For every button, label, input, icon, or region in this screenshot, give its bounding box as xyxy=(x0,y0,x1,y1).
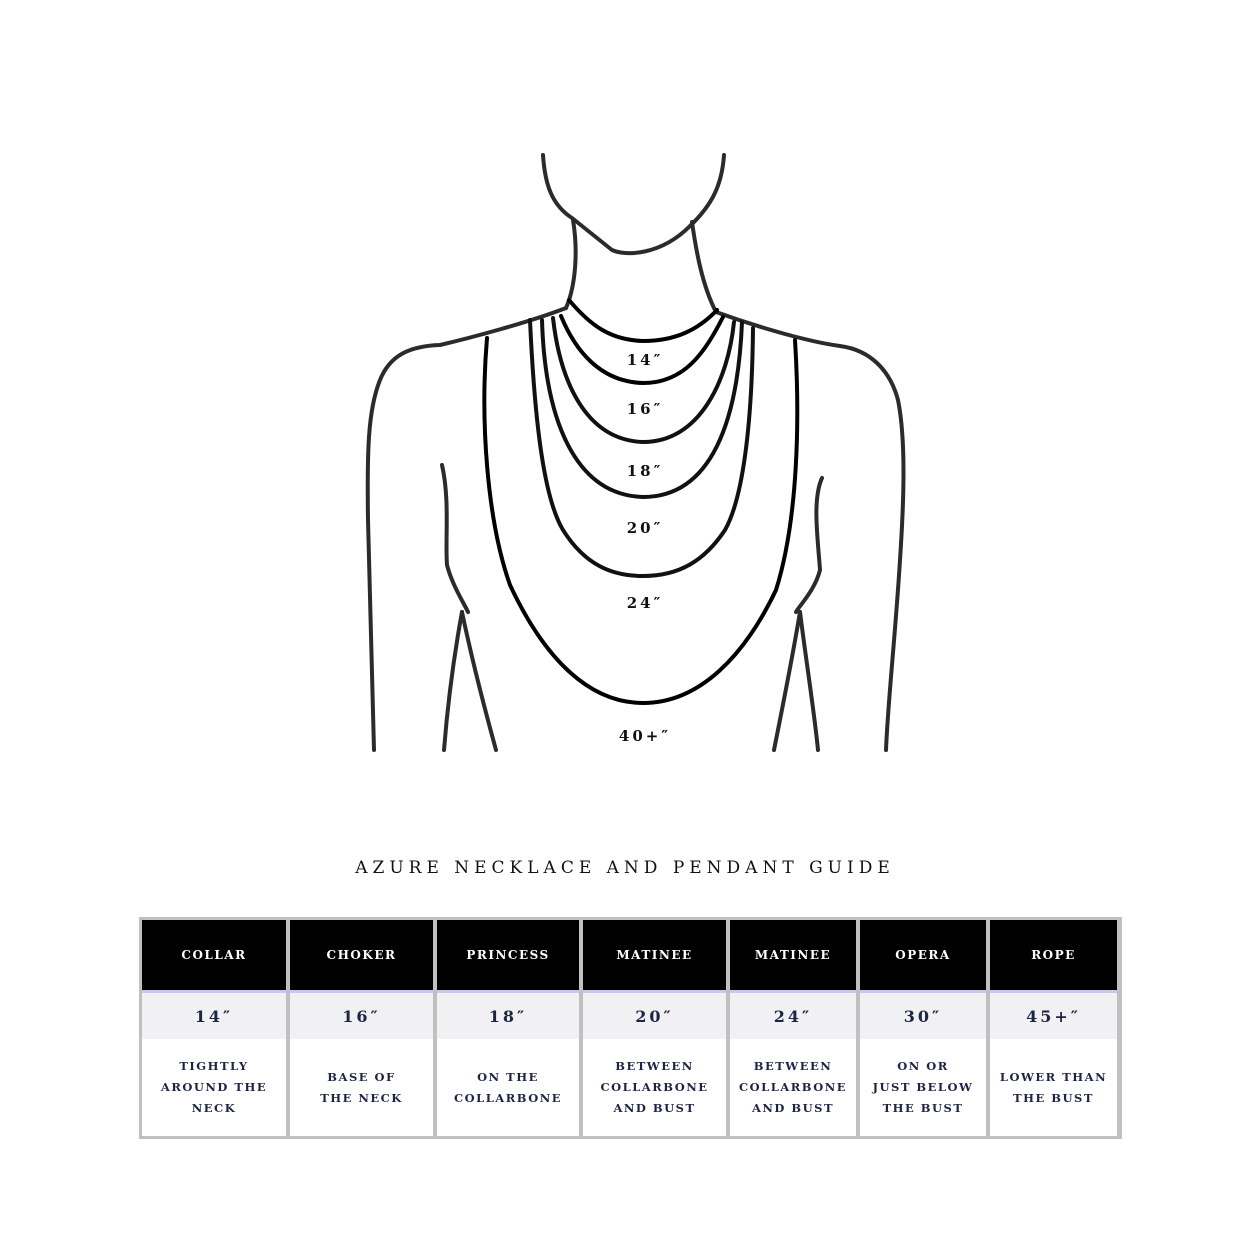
guide-column-matinee-20 xyxy=(583,920,726,1136)
column-header: CHOKER xyxy=(290,920,433,993)
column-header: COLLAR xyxy=(142,920,286,993)
column-description: ON THE COLLARBONE xyxy=(437,1039,579,1136)
neck-right-outline xyxy=(692,222,716,312)
column-length: 16″ xyxy=(290,993,433,1039)
guide-column-choker xyxy=(290,920,433,1136)
column-header: ROPE xyxy=(990,920,1117,993)
left-shoulder-outline xyxy=(368,308,566,750)
length-label-24: 24″ xyxy=(626,594,664,612)
guide-column-princess xyxy=(437,920,579,1136)
chain-14 xyxy=(569,300,717,341)
column-length: 45+″ xyxy=(990,993,1117,1039)
column-description: BETWEEN COLLARBONE AND BUST xyxy=(730,1039,856,1136)
column-length: 20″ xyxy=(583,993,726,1039)
column-description: TIGHTLY AROUND THE NECK xyxy=(142,1039,286,1136)
column-description: ON OR JUST BELOW THE BUST xyxy=(860,1039,986,1136)
column-description: BASE OF THE NECK xyxy=(290,1039,433,1136)
left-side-outline xyxy=(444,612,462,750)
length-label-20: 20″ xyxy=(626,519,664,537)
guide-column-collar xyxy=(142,920,286,1136)
chain-18 xyxy=(553,318,734,442)
guide-title: AZURE NECKLACE AND PENDANT GUIDE xyxy=(355,858,895,878)
column-header: OPERA xyxy=(860,920,986,993)
right-armpit-outline xyxy=(796,478,822,612)
length-label-16: 16″ xyxy=(626,400,664,418)
column-length: 30″ xyxy=(860,993,986,1039)
necklace-guide-table xyxy=(139,917,1122,1139)
column-description: BETWEEN COLLARBONE AND BUST xyxy=(583,1039,726,1136)
column-header: MATINEE xyxy=(730,920,856,993)
length-label-14: 14″ xyxy=(626,351,664,369)
right-side-outline xyxy=(800,612,818,750)
column-length: 18″ xyxy=(437,993,579,1039)
chin-outline xyxy=(543,155,724,253)
length-label-18: 18″ xyxy=(626,462,664,480)
left-armpit-outline xyxy=(442,465,468,612)
guide-column-opera xyxy=(860,920,986,1136)
neck-left-outline xyxy=(566,220,576,308)
left-inner-outline xyxy=(462,612,496,750)
column-length: 14″ xyxy=(142,993,286,1039)
column-header: MATINEE xyxy=(583,920,726,993)
right-inner-outline xyxy=(774,612,800,750)
guide-column-matinee-24 xyxy=(730,920,856,1136)
column-length: 24″ xyxy=(730,993,856,1039)
column-description: LOWER THAN THE BUST xyxy=(990,1039,1117,1136)
guide-column-rope xyxy=(990,920,1117,1136)
column-header: PRINCESS xyxy=(437,920,579,993)
length-label-40-plus: 40+″ xyxy=(618,727,672,745)
